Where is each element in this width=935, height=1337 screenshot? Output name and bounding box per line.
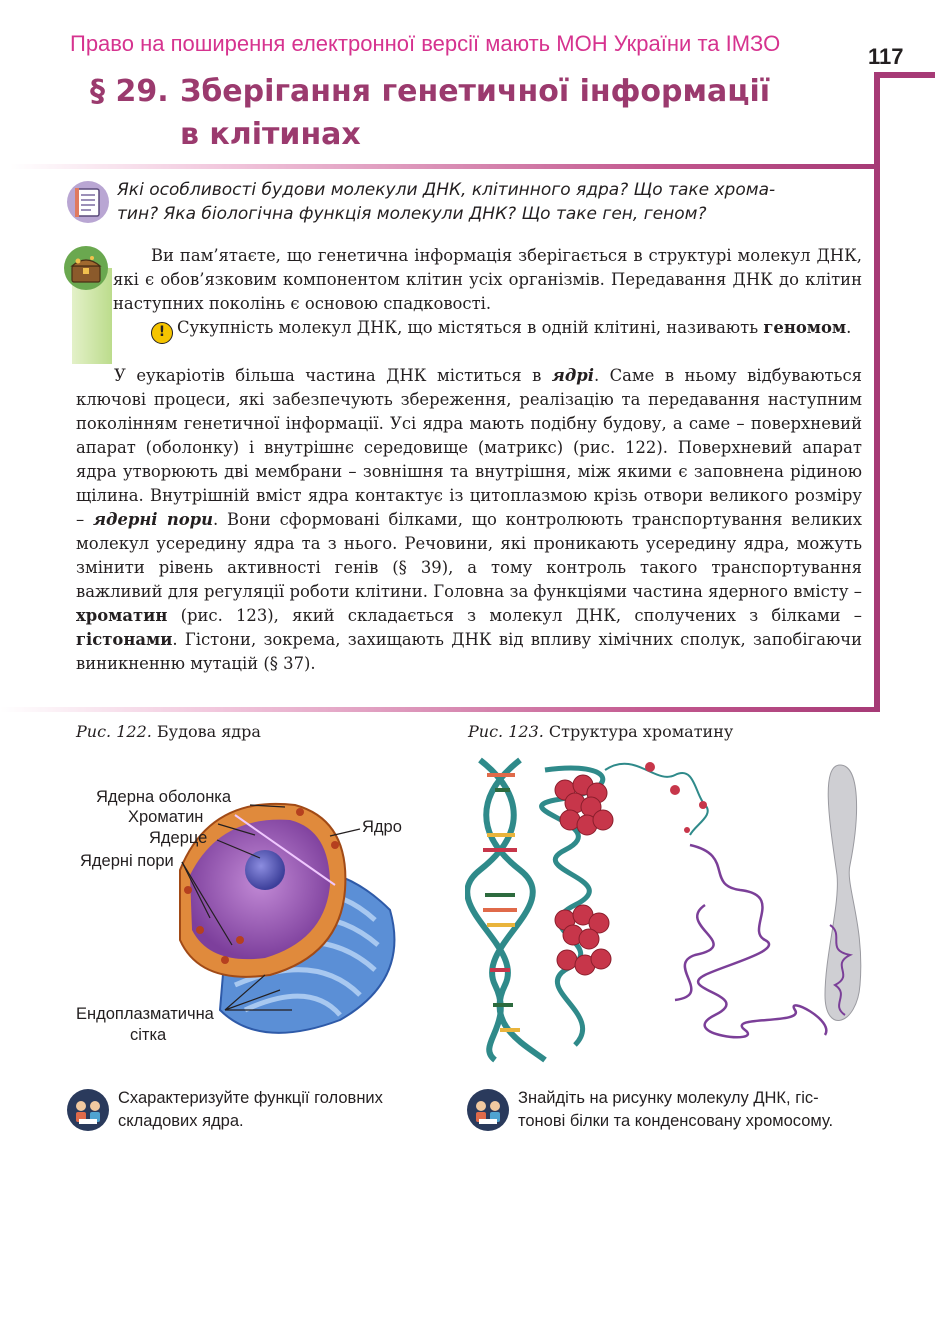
review-questions-line2: тин? Яка біологічна функція молекули ДНК? Що таке ген, геном? — [117, 204, 707, 224]
review-questions-line1: Які особливості будови молекули ДНК, клітинного ядра? Що таке хрома- — [117, 180, 776, 200]
term-nuclear-pores: ядерні пори — [93, 510, 214, 529]
label-chromatin: Хроматин — [128, 808, 204, 826]
notebook-icon — [66, 180, 110, 224]
term-histones: гістонами — [76, 630, 173, 649]
label-er-line1: Ендоплазматична — [76, 1005, 214, 1023]
label-nucleus: Ядро — [362, 818, 402, 836]
label-nuclear-envelope: Ядерна оболонка — [96, 788, 232, 806]
task-figure-123: Знайдіть на рисунку молекулу ДНК, гіс- тонові білки та конденсовану хромосому. — [518, 1089, 834, 1130]
term-chromatin: хроматин — [76, 606, 168, 625]
term-nucleus: ядрі — [551, 366, 594, 385]
term-genome: геномом — [763, 318, 847, 337]
exclamation-icon: ! — [151, 322, 173, 344]
figure-123-caption: Рис. 123. Структура хроматину — [468, 722, 734, 741]
task-figure-122: Схарактеризуйте функції головних складових ядра. — [118, 1089, 383, 1130]
recall-text — [113, 244, 862, 344]
section-title-line1: Зберігання генетичної інформації — [180, 74, 771, 109]
chromatin-illustration — [465, 755, 875, 1065]
treasure-chest-icon — [62, 244, 110, 292]
text-divider — [0, 707, 880, 712]
students-icon-2 — [466, 1088, 510, 1132]
section-title-line2: в клітинах — [180, 117, 361, 152]
genome-definition: ! Сукупність молекул ДНК, що містяться в одній клітині, називають геномом. — [113, 316, 862, 344]
title-divider — [10, 164, 876, 169]
students-icon — [66, 1088, 110, 1132]
review-questions — [117, 178, 857, 226]
main-paragraph: У еукаріотів більша частина ДНК міститься в ядрі. Саме в ньому відбуваються ключові процеси, які забезпечують збереження, реалізацію та передавання наступним поколінням генетичної інформації. Усі ядра мають подібну будову, а саме – поверхневий апарат (оболонку) і внутрішнє середовище (матрикс) (рис. 122). Поверхневий апарат ядра утворюють дві мембрани – зовнішня та внутрішня, між якими є заповнена рідиною щілина. Внутрішній вміст ядра контактує із цитоплазмою крізь отвори великого розміру – ядерні пори. Вони сформовані білками, що контролюють транспортування великих молекул усередину ядра та з нього. Речовини, які проникають усередину ядра, можуть змінити рівень активності генів (§ 39), а тому контроль такого транспортування важливий для регуляції роботи клітини. Головна за функціями частина ядерного вмісту – хроматин (рис. 123), який складається з молекул ДНК, сполучених з білками – гістонами. Гістони, зокрема, захищають ДНК від впливу хімічних сполук, запобігаючи виникненню мутацій (§ 37). — [76, 366, 862, 673]
page-number: 117 — [868, 44, 904, 69]
section-number: § 29. — [90, 74, 169, 109]
label-er-line2: сітка — [130, 1026, 167, 1044]
figure-122-caption: Рис. 122. Будова ядра — [76, 722, 261, 741]
copyright-notice: Право на поширення електронної версії мають МОН України та ІМЗО — [70, 31, 781, 56]
page-frame-top — [874, 72, 935, 78]
recall-paragraph: Ви пам’ятаєте, що генетична інформація зберігається в структурі молекул ДНК, які є обов’язковим компонентом клітин усіх організмів. Передавання ДНК до клітин наступних поколінь є основою спадковості. — [113, 246, 862, 313]
label-nuclear-pores: Ядерні пори — [80, 852, 174, 870]
label-nucleolus: Ядерце — [149, 829, 208, 847]
